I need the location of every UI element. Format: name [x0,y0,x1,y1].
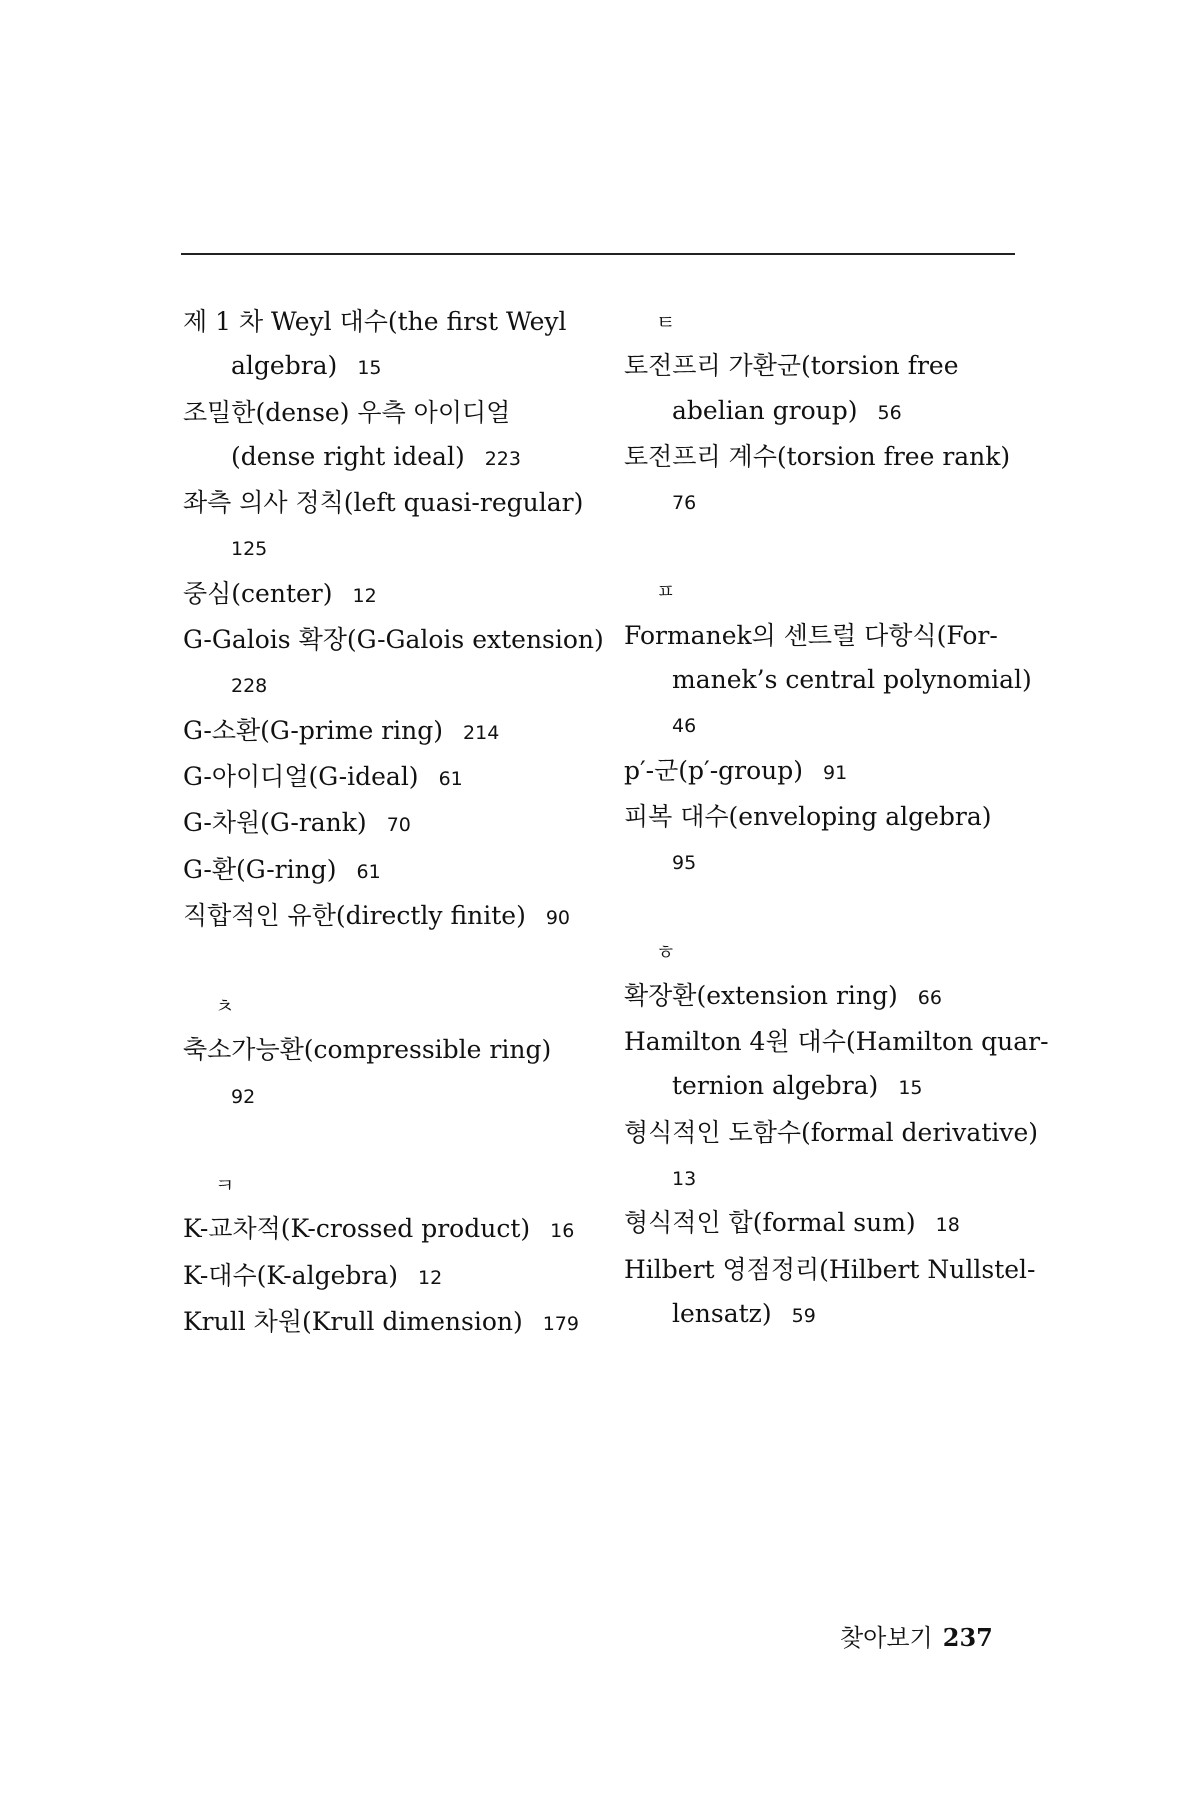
page-ref: 223 [484,447,521,470]
index-entry: G-Galois 확장(G-Galois extension) 228 [183,625,604,698]
page-ref: 15 [357,357,382,380]
section-heading: ㅋ [215,1173,235,1198]
page-ref: 76 [672,492,697,515]
index-column-left [183,300,604,1346]
page-ref: 179 [542,1312,579,1335]
index-section-t [624,300,1024,525]
header-rule [181,253,1015,255]
page-ref: 16 [550,1220,575,1243]
index-entry: G-환(G-ring) 61 [183,854,381,884]
page-ref: 18 [935,1214,960,1237]
section-heading: ㅊ [215,994,235,1019]
page-ref: 13 [672,1168,697,1191]
index-entry: 형식적인 도함수(formal derivative) 13 [624,1117,1039,1191]
page-ref: 228 [231,675,268,698]
section-heading: ㅎ [656,939,676,964]
section-heading: ㅌ [656,310,676,334]
index-entry: G-소환(G-prime ring) 214 [183,715,500,745]
index-entry: Hamilton 4원 대수(Hamilton quar- ternion algebra) 15 [624,1027,1049,1101]
index-entry: 토전프리 계수(torsion free rank) 76 [624,441,1011,515]
index-entry: 조밀한(dense) 우측 아이디얼 (dense right ideal) 223 [183,397,521,471]
page-ref: 214 [463,721,500,744]
index-entry: 직합적인 유한(directly finite) 90 [183,900,571,930]
page-ref: 125 [231,538,268,561]
index-entry: 토전프리 가환군(torsion free abelian group) 56 [624,351,959,425]
index-entry: 좌측 의사 정칙(left quasi-regular) 125 [183,488,584,561]
page-number: 237 [942,1623,993,1652]
page-ref: 66 [917,986,942,1009]
page-ref: 15 [898,1077,923,1100]
page-ref: 70 [386,814,411,837]
footer-label: 찾아보기 [840,1624,933,1652]
index-entry: 제 1 차 Weyl 대수(the first Weyl algebra) 15 [183,307,567,381]
page-ref: 90 [545,906,571,929]
index-entry: 축소가능환(compressible ring) 92 [183,1035,552,1108]
index-entry: Formanek의 센트럴 다항식(For- manek’s central polynomial) 46 [624,620,1032,738]
index-column-right [624,300,1049,1338]
index-section-ch [183,984,593,1119]
index-entry: 형식적인 합(formal sum) 18 [624,1208,960,1238]
index-section-p [624,569,1032,885]
page-ref: 61 [438,767,463,790]
index-entry: K-교차적(K-crossed product) 16 [183,1214,575,1244]
index-entry: 확장환(extension ring) 66 [624,980,942,1010]
index-entry: G-차원(G-rank) 70 [183,808,411,838]
page-ref: 91 [823,761,848,784]
index-entry: K-대수(K-algebra) 12 [183,1260,443,1290]
index-entry: 피복 대수(enveloping algebra) 95 [624,801,992,875]
page-footer [840,1618,993,1653]
section-heading: ㅍ [656,579,676,604]
page-ref: 46 [672,715,697,738]
page-ref: 12 [352,584,377,607]
page-ref: 61 [356,860,381,883]
page-ref: 95 [672,852,697,875]
page-ref: 92 [231,1085,256,1108]
page-ref: 12 [417,1266,443,1289]
index-entry: 중심(center) 12 [183,578,377,608]
index-section-h [624,930,1049,1339]
index-entry: G-아이디얼(G-ideal) 61 [183,761,463,791]
index-entry: Hilbert 영점정리(Hilbert Nullstel- lensatz) 59 [624,1254,1036,1328]
index-entry: Krull 차원(Krull dimension) 179 [183,1306,579,1336]
page-ref: 56 [877,401,902,424]
index-entry: p′-군(p′-group) 91 [624,755,848,785]
index-section-k [183,1163,593,1346]
page-ref: 59 [791,1304,816,1327]
